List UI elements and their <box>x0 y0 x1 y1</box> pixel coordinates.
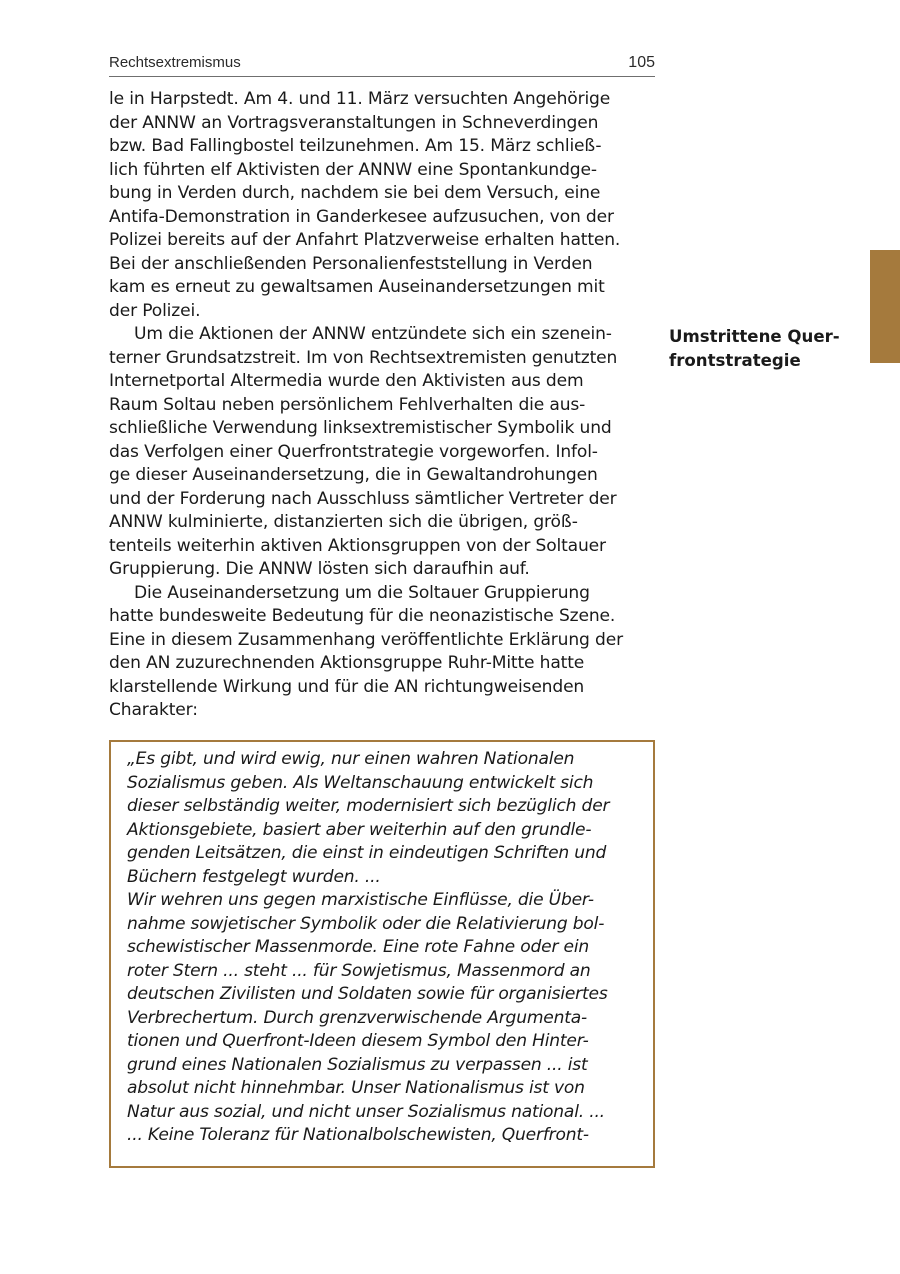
text-line: hatte bundesweite Bedeutung für die neonazistische Szene. <box>109 606 616 626</box>
text-line: schließliche Verwendung linksextremistischer Symbolik und <box>109 418 612 438</box>
text-line: Polizei bereits auf der Anfahrt Platzverweise erhalten hatten. <box>109 230 621 250</box>
quote-text <box>127 748 609 1148</box>
text-line: und der Forderung nach Ausschluss sämtlicher Vertreter der <box>109 488 617 509</box>
paragraph <box>109 88 655 323</box>
chapter-thumb-tab <box>870 250 900 363</box>
text-line: Gruppierung. Die ANNW lösten sich daraufhin auf. <box>109 559 530 579</box>
quote-line: ... Keine Toleranz für Nationalbolschewisten, Querfront- <box>127 1125 589 1145</box>
running-head-title: Rechtsextremismus <box>109 54 241 71</box>
margin-note-line: Umstrittene Quer- <box>669 327 840 346</box>
quote-line: nahme sowjetischer Symbolik oder die Relativierung bol- <box>127 913 605 934</box>
text-line: kam es erneut zu gewaltsamen Auseinandersetzungen mit <box>109 277 605 297</box>
text-line: terner Grundsatzstreit. Im von Rechtsextremisten genutzten <box>109 347 618 368</box>
text-line: Raum Soltau neben persönlichem Fehlverhalten die aus- <box>109 394 586 415</box>
text-line: bzw. Bad Fallingbostel teilzunehmen. Am 15. März schließ- <box>109 136 602 156</box>
quote-line: schewistischer Massenmorde. Eine rote Fahne oder ein <box>127 937 589 957</box>
paragraph <box>109 582 655 723</box>
text-line: den AN zuzurechnenden Aktionsgruppe Ruhr-Mitte hatte <box>109 653 585 673</box>
quote-line: Sozialismus geben. Als Weltanschauung entwickelt sich <box>127 772 594 793</box>
text-line: Charakter: <box>109 700 198 720</box>
body-text <box>109 88 655 723</box>
quote-line: grund eines Nationalen Sozialismus zu verpassen ... ist <box>127 1054 588 1075</box>
quote-line: Wir wehren uns gegen marxistische Einflüsse, die Über- <box>127 890 594 910</box>
text-line: Antifa-Demonstration in Ganderkesee aufzusuchen, von der <box>109 206 614 227</box>
quote-box <box>109 740 655 1168</box>
text-line: Bei der anschließenden Personalienfeststellung in Verden <box>109 253 593 274</box>
text-line: Die Auseinandersetzung um die Soltauer Gruppierung <box>134 582 590 603</box>
text-line: ge dieser Auseinandersetzung, die in Gewaltandrohungen <box>109 465 598 485</box>
quote-line: Büchern festgelegt wurden. ... <box>127 866 381 887</box>
margin-note <box>669 325 869 372</box>
quote-line: Aktionsgebiete, basiert aber weiterhin auf den grundle- <box>127 819 592 840</box>
text-line: Eine in diesem Zusammenhang veröffentlichte Erklärung der <box>109 629 623 650</box>
text-line: tenteils weiterhin aktiven Aktionsgruppen von der Soltauer <box>109 535 606 556</box>
text-line: bung in Verden durch, nachdem sie bei dem Versuch, eine <box>109 183 601 203</box>
quote-line: Natur aus sozial, und nicht unser Sozialismus national. ... <box>127 1101 605 1122</box>
quote-line: genden Leitsätzen, die einst in eindeutigen Schriften und <box>127 843 607 863</box>
text-line: der ANNW an Vortragsveranstaltungen in Schneverdingen <box>109 112 599 133</box>
text-line: der Polizei. <box>109 300 201 321</box>
text-line: le in Harpstedt. Am 4. und 11. März versuchten Angehörige <box>109 89 611 109</box>
quote-line: dieser selbständig weiter, modernisiert sich bezüglich der <box>127 796 610 816</box>
quote-line: „Es gibt, und wird ewig, nur einen wahren Nationalen <box>127 749 575 769</box>
text-line: lich führten elf Aktivisten der ANNW eine Spontankundge- <box>109 159 597 180</box>
text-line: Internetportal Altermedia wurde den Aktivisten aus dem <box>109 371 584 391</box>
quote-line: Verbrechertum. Durch grenzverwischende Argumenta- <box>127 1007 587 1028</box>
text-line: Um die Aktionen der ANNW entzündete sich ein szenein- <box>134 324 612 344</box>
quote-line: tionen und Querfront-Ideen diesem Symbol den Hinter- <box>127 1031 589 1051</box>
paragraph <box>109 323 655 582</box>
text-line: klarstellende Wirkung und für die AN richtungweisenden <box>109 676 585 697</box>
margin-note-line: frontstrategie <box>669 350 801 370</box>
quote-line: absolut nicht hinnehmbar. Unser Nationalismus ist von <box>127 1078 585 1098</box>
text-line: ANNW kulminierte, distanzierten sich die übrigen, größ- <box>109 512 578 532</box>
page-number: 105 <box>628 54 655 71</box>
running-head <box>109 54 655 77</box>
text-line: das Verfolgen einer Querfrontstrategie vorgeworfen. Infol- <box>109 441 598 462</box>
quote-line: roter Stern ... steht ... für Sowjetismus, Massenmord an <box>127 960 591 981</box>
quote-line: deutschen Zivilisten und Soldaten sowie für organisiertes <box>127 984 608 1004</box>
